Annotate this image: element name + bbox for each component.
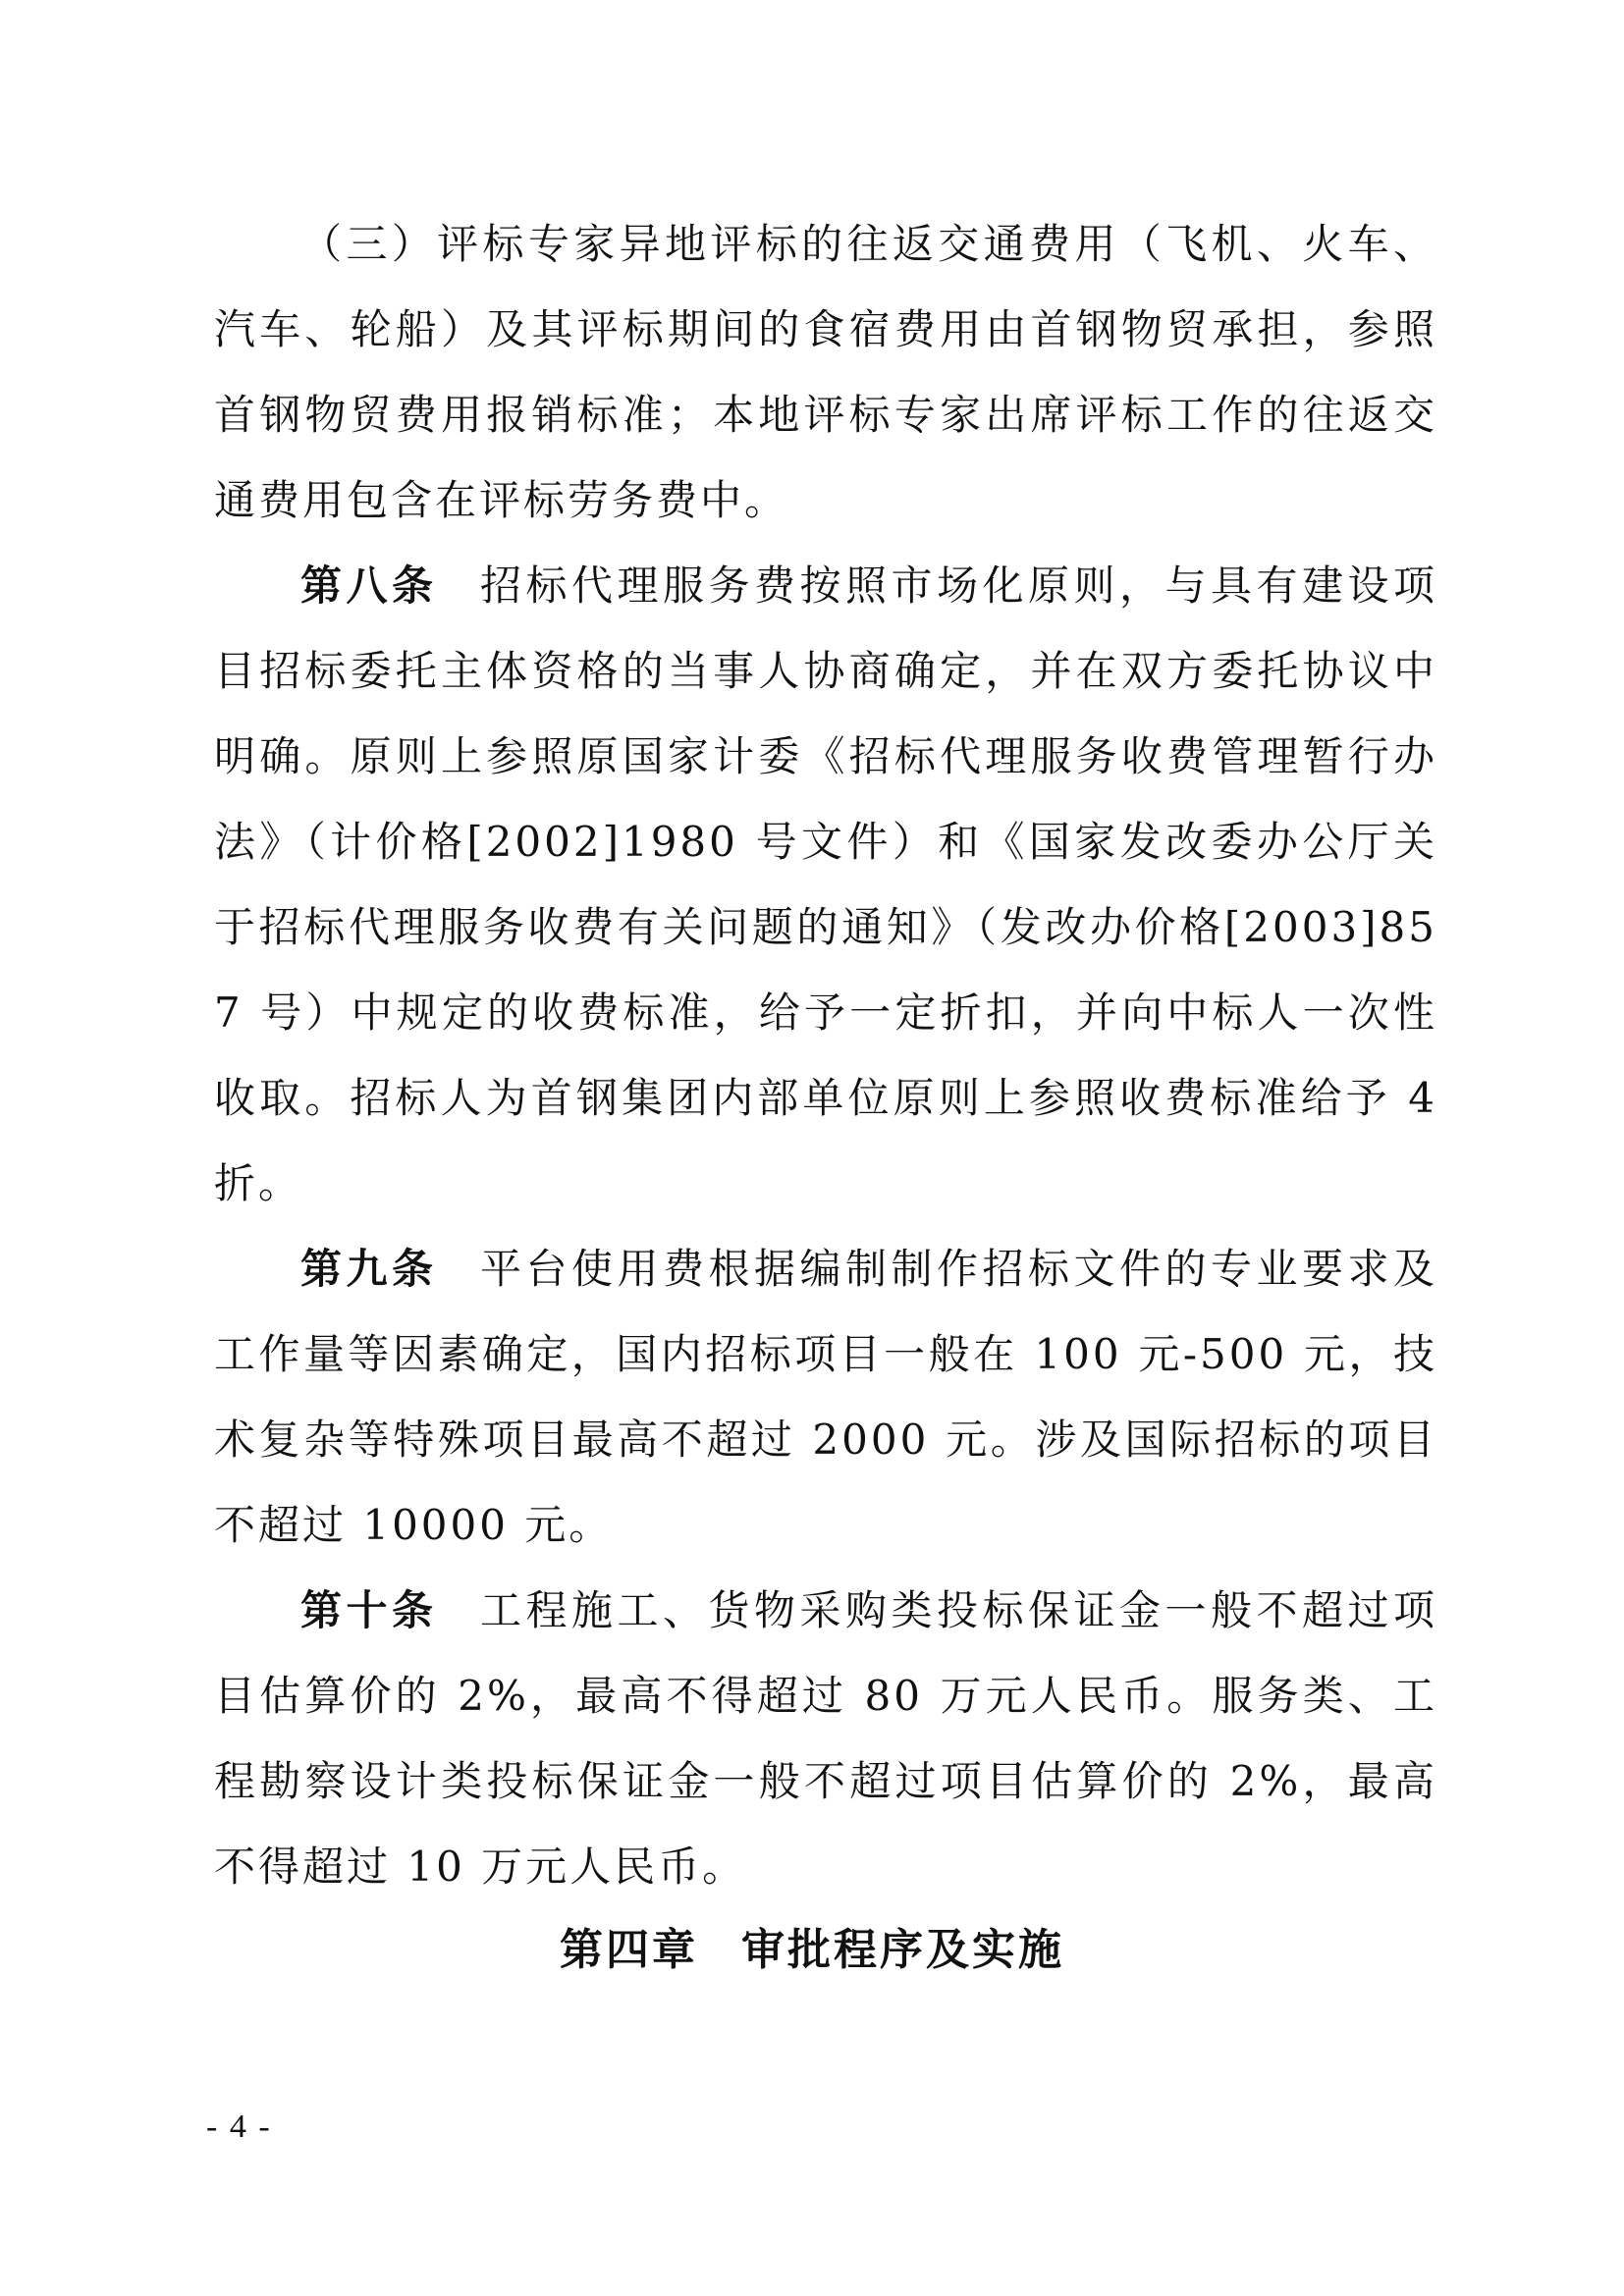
chapter-title: 审批程序及实施 (741, 1925, 1064, 1975)
chapter-heading (0, 1914, 1624, 1977)
article-10 (214, 1568, 1437, 1909)
paragraph-travel-expenses (214, 201, 1437, 543)
article-8 (214, 543, 1437, 1226)
article-text: 平台使用费根据编制制作招标文件的专业要求及工作量等因素确定，国内招标项目一般在 100 元-500 元，技术复杂等特殊项目最高不超过 2000 元。涉及国际招标的项目不超过 10000 元。 (214, 1245, 1437, 1549)
paragraph-text: （三）评标专家异地评标的往返交通费用（飞机、火车、汽车、轮船）及其评标期间的食宿费用由首钢物贸承担，参照首钢物贸费用报销标准；本地评标专家出席评标工作的往返交通费用包含在评标劳务费中。 (214, 220, 1437, 524)
article-label: 第十条 (300, 1586, 438, 1634)
article-9 (214, 1226, 1437, 1568)
page-number: - 4 - (206, 2109, 272, 2145)
article-text: 招标代理服务费按照市场化原则，与具有建设项目招标委托主体资格的当事人协商确定，并在双方委托协议中明确。原则上参照原国家计委《招标代理服务收费管理暂行办法》（计价格[2002]1980 号文件）和《国家发改委办公厅关于招标代理服务收费有关问题的通知》（发改办价格[2003]857 号）中规定的收费标准，给予一定折扣，并向中标人一次性收取。招标人为首钢集团内部单位原则上参照收费标准给予 4 折。 (214, 561, 1437, 1207)
article-label: 第八条 (300, 561, 438, 610)
chapter-number: 第四章 (560, 1925, 698, 1975)
document-body (214, 201, 1437, 1909)
article-text: 工程施工、货物采购类投标保证金一般不超过项目估算价的 2%，最高不得超过 80 万元人民币。服务类、工程勘察设计类投标保证金一般不超过项目估算价的 2%，最高不得超过 10 万元人民币。 (214, 1586, 1437, 1891)
article-label: 第九条 (300, 1245, 438, 1293)
